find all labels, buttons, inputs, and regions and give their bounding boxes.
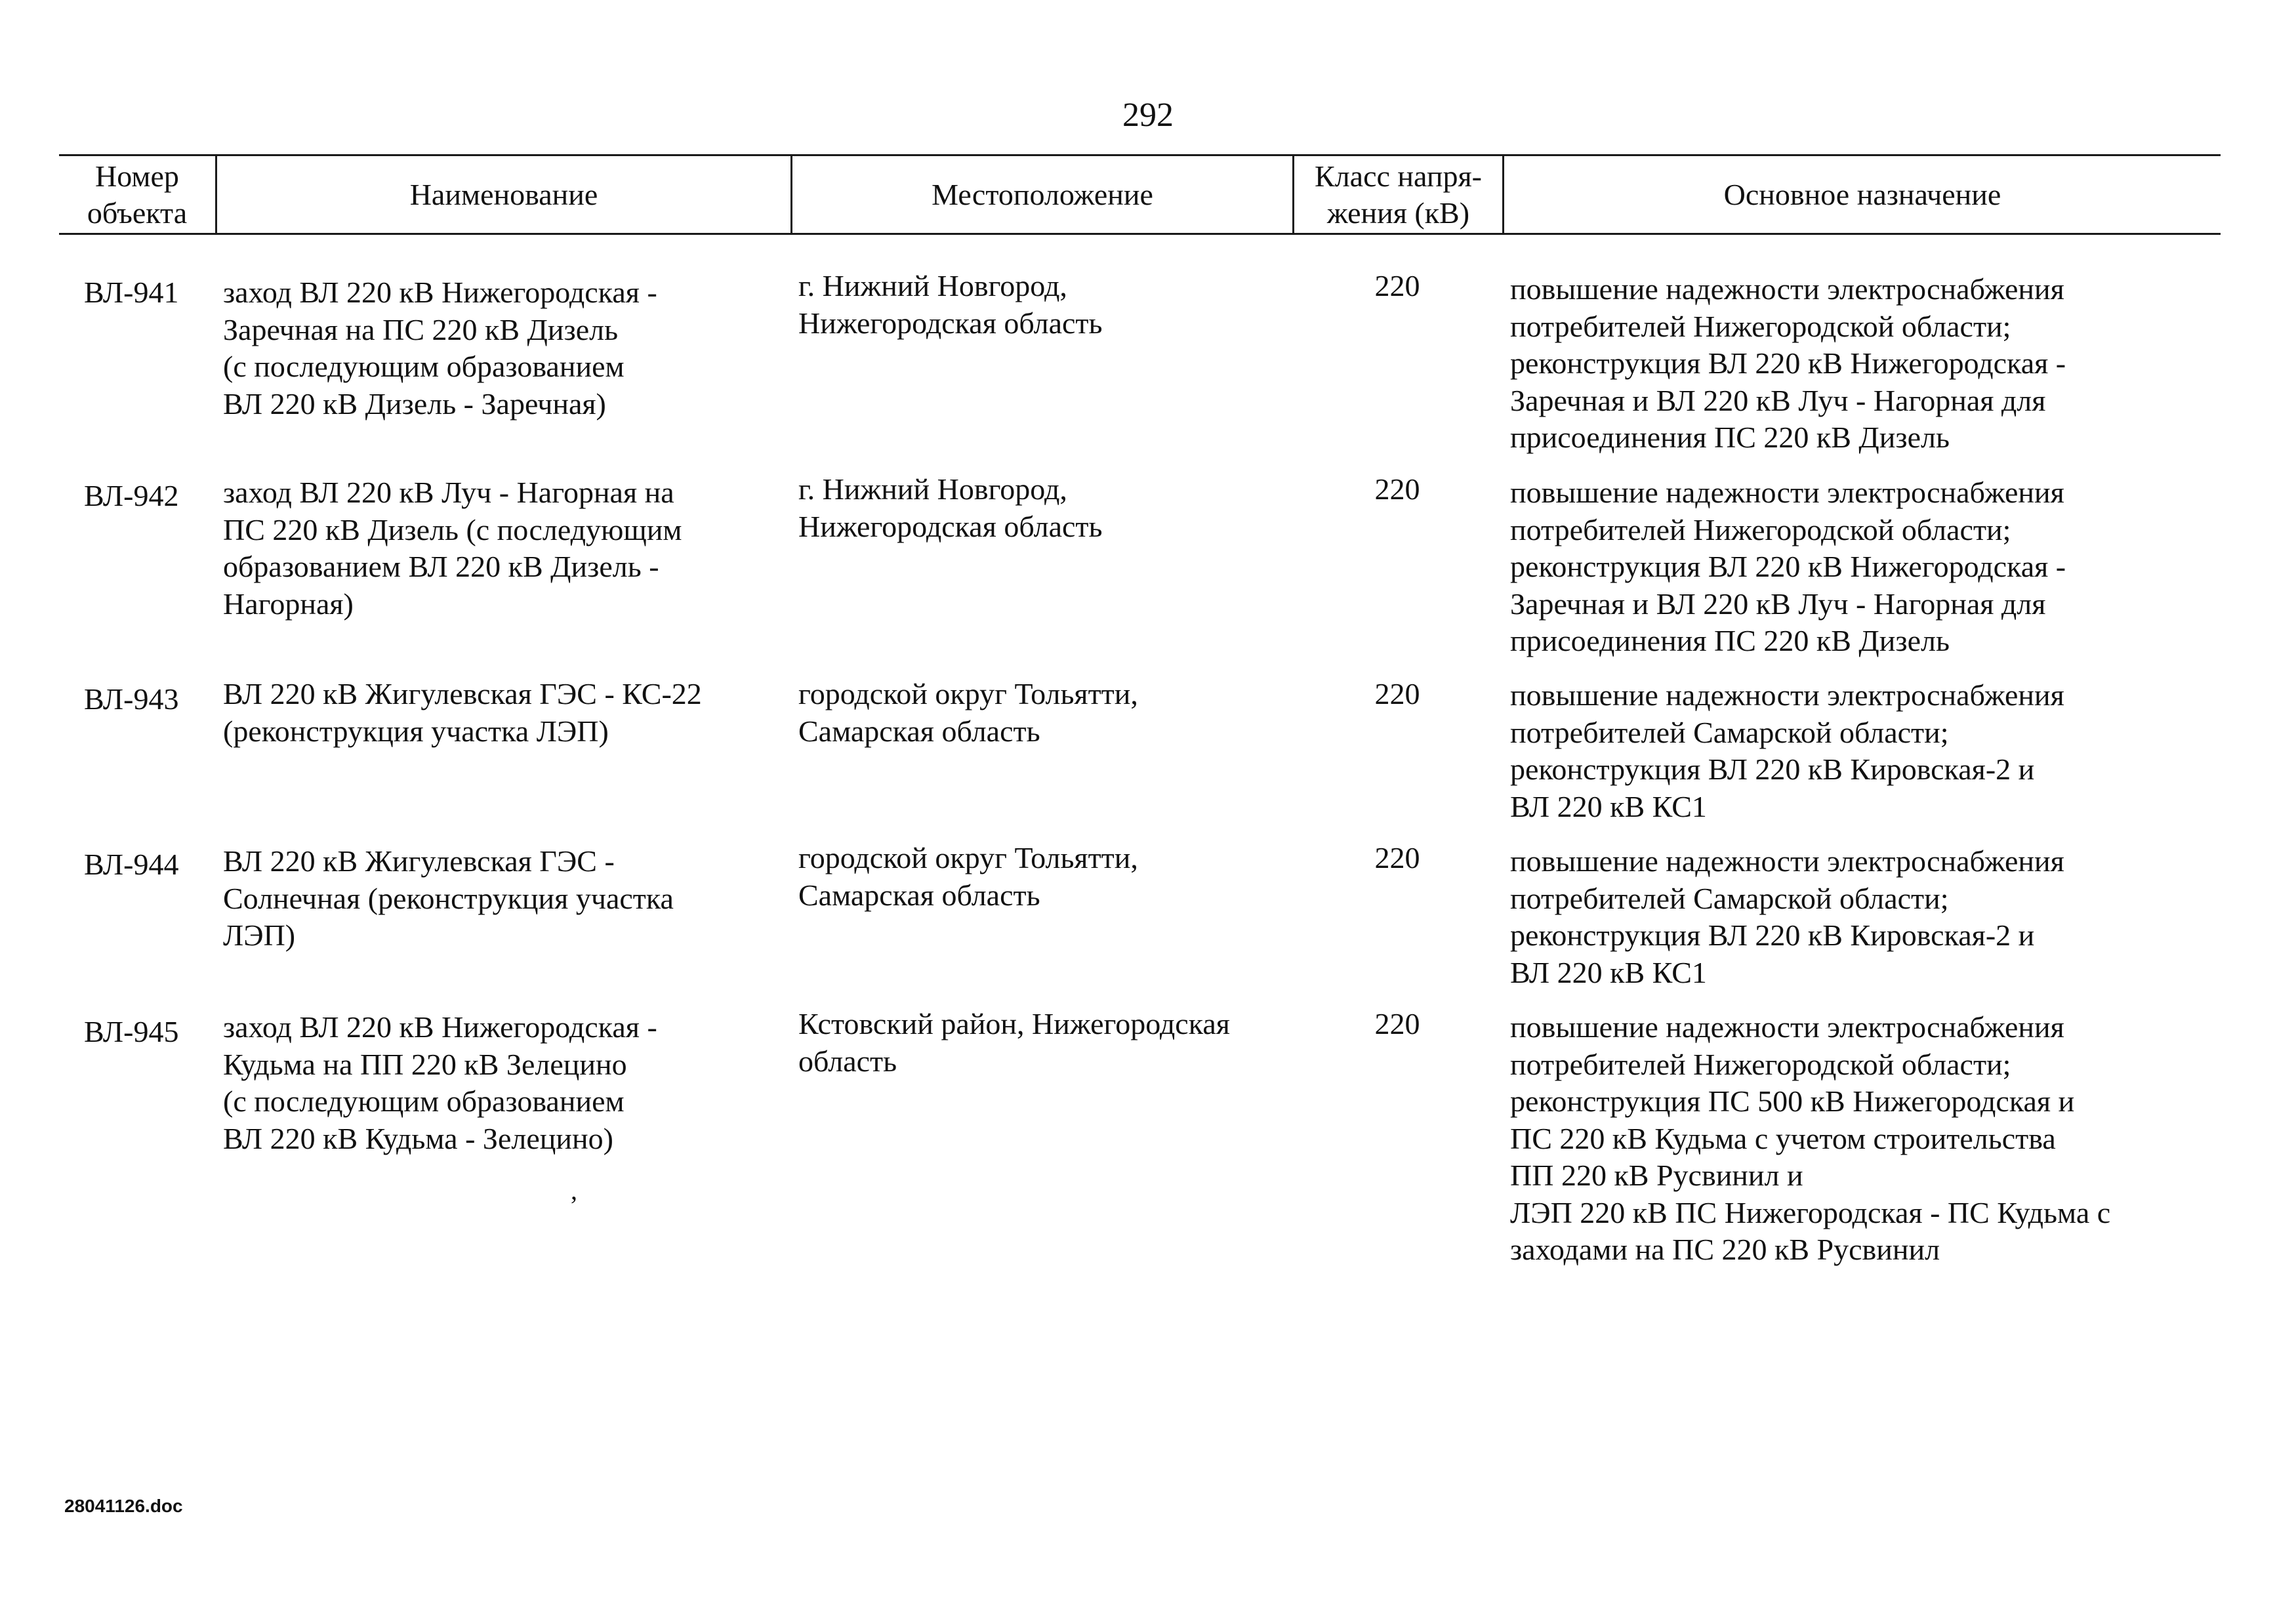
object-location: Кстовский район, Нижегородская область bbox=[798, 1007, 1230, 1078]
footer-filename: 28041126.doc bbox=[64, 1496, 183, 1516]
object-location: городской округ Тольятти, Самарская область bbox=[798, 841, 1138, 912]
page-number: 292 bbox=[1122, 96, 1174, 134]
object-number: ВЛ-941 bbox=[84, 276, 179, 309]
voltage-class: 220 bbox=[1374, 1007, 1420, 1040]
stray-mark: ʼ bbox=[569, 1191, 579, 1220]
header-purpose: Основное назначение bbox=[1723, 177, 2001, 211]
object-location: г. Нижний Новгород, Нижегородская область bbox=[798, 269, 1103, 340]
header-location: Местоположение bbox=[932, 177, 1153, 211]
object-number: ВЛ-945 bbox=[84, 1015, 179, 1048]
object-number: ВЛ-944 bbox=[84, 848, 179, 881]
header-bottom-rule bbox=[59, 233, 2221, 235]
header-voltage: Класс напря- жения (кВ) bbox=[1315, 159, 1482, 230]
object-purpose: повышение надежности электроснабжения потребителей Нижегородской области; реконструкция ПС 500 кВ Нижегородская и ПС 220 кВ Кудьма с учетом строительства ПП 220 кВ Русвинил и ЛЭП 220 кВ ПС Нижегородская - ПС Кудьма с заходами на ПС 220 кВ Русвинил bbox=[1510, 1010, 2111, 1266]
header-name: Наименование bbox=[409, 177, 598, 211]
object-purpose: повышение надежности электроснабжения потребителей Нижегородской области; реконструкция ВЛ 220 кВ Нижегородская - Заречная и ВЛ 220 кВ Луч - Нагорная для присоединения ПС 220 кВ Дизель bbox=[1510, 272, 2066, 454]
object-location: городской округ Тольятти, Самарская область bbox=[798, 677, 1138, 748]
header-number: Номер объекта bbox=[87, 159, 188, 230]
object-number: ВЛ-943 bbox=[84, 682, 179, 716]
object-purpose: повышение надежности электроснабжения потребителей Самарской области; реконструкция ВЛ 220 кВ Кировская-2 и ВЛ 220 кВ КС1 bbox=[1510, 678, 2064, 823]
voltage-class: 220 bbox=[1374, 269, 1420, 302]
object-purpose: повышение надежности электроснабжения потребителей Самарской области; реконструкция ВЛ 220 кВ Кировская-2 и ВЛ 220 кВ КС1 bbox=[1510, 844, 2064, 989]
object-name: ВЛ 220 кВ Жигулевская ГЭС - КС-22 (реконструкция участка ЛЭП) bbox=[223, 677, 702, 748]
object-name: заход ВЛ 220 кВ Луч - Нагорная на ПС 220 кВ Дизель (с последующим образованием ВЛ 220 кВ Дизель - Нагорная) bbox=[223, 476, 682, 621]
voltage-class: 220 bbox=[1374, 677, 1420, 710]
object-name: заход ВЛ 220 кВ Нижегородская - Кудьма на ПП 220 кВ Зелецино (с последующим образованием ВЛ 220 кВ Кудьма - Зелецино) bbox=[223, 1010, 657, 1155]
object-location: г. Нижний Новгород, Нижегородская область bbox=[798, 472, 1103, 543]
object-name: ВЛ 220 кВ Жигулевская ГЭС - Солнечная (реконструкция участка ЛЭП) bbox=[223, 844, 674, 952]
object-name: заход ВЛ 220 кВ Нижегородская - Заречная на ПС 220 кВ Дизель (с последующим образованием ВЛ 220 кВ Дизель - Заречная) bbox=[223, 276, 657, 421]
voltage-class: 220 bbox=[1374, 472, 1420, 506]
object-number: ВЛ-942 bbox=[84, 479, 179, 512]
object-purpose: повышение надежности электроснабжения потребителей Нижегородской области; реконструкция ВЛ 220 кВ Нижегородская - Заречная и ВЛ 220 кВ Луч - Нагорная для присоединения ПС 220 кВ Дизель bbox=[1510, 476, 2066, 657]
voltage-class: 220 bbox=[1374, 841, 1420, 874]
